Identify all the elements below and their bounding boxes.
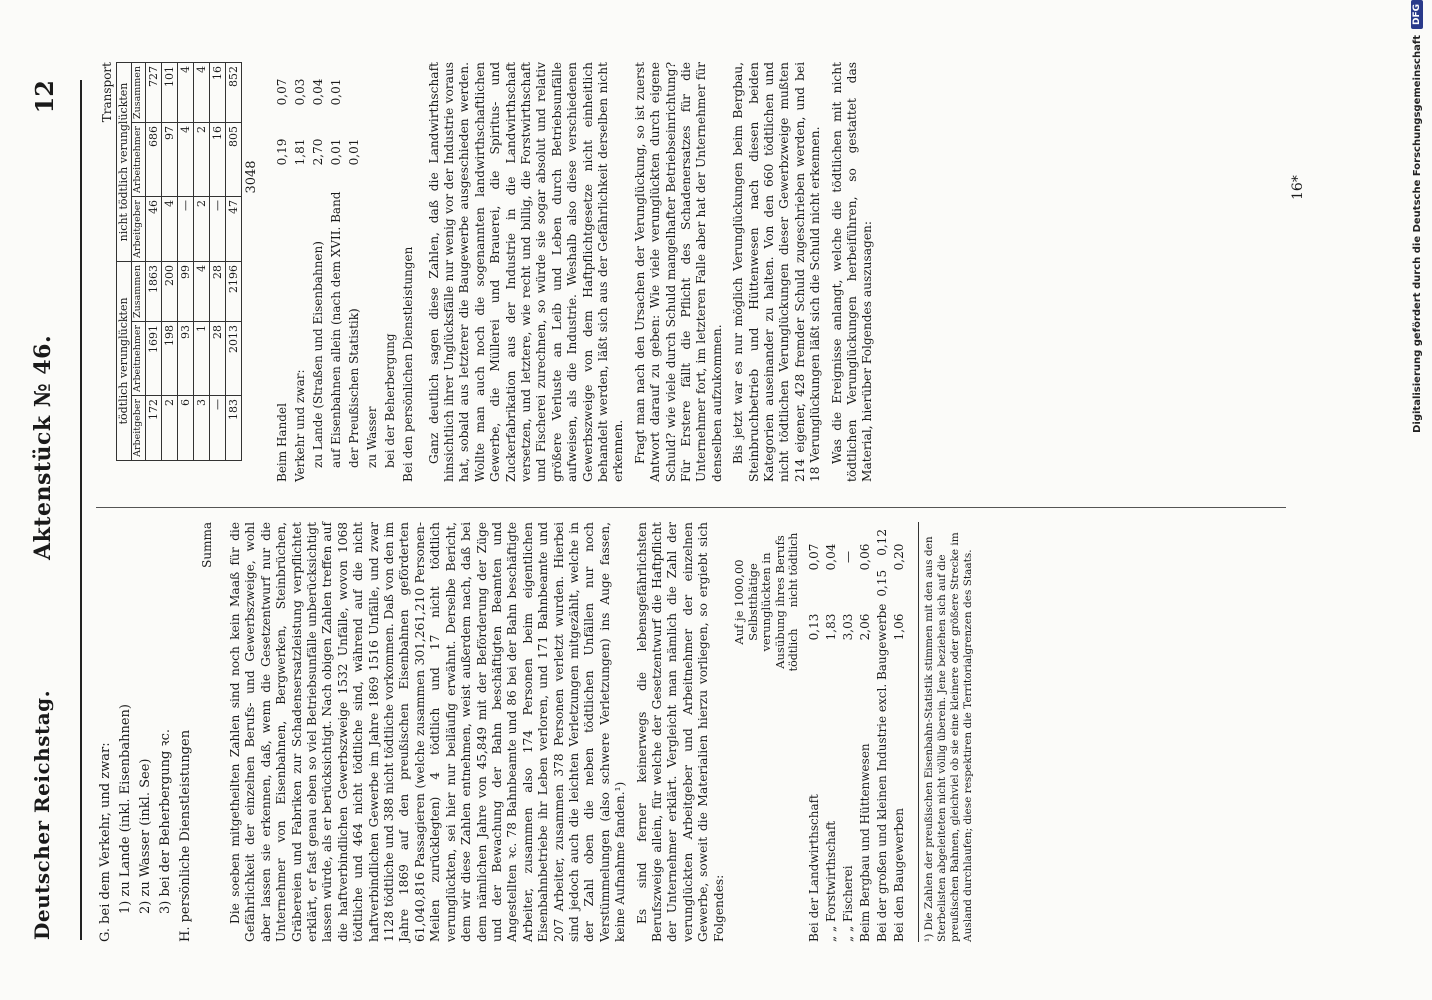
paragraph: Die soeben mitgetheilten Zahlen sind noch kein Maaß für die Gefährlichkeit der einzelnen Berufs- und Gewerbszweige, wohl aber lassen sie erkennen, daß, wenn die Gesetzentwurf nur die Unternehmer von Eisenbahnen, Bergwerken, Steinbrüchen, Gräbereien und Fabriken zur Schadensersatzleistung verpflichtet erklärt, er fast genau eben so viel Betriebsunfälle unberücksichtigt lassen würde, als er berücksichtigt. Nach obigen Zahlen treffen auf die haftverbindlichen Gewerbszweige 1532 Unfälle, wovon 1068 tödtliche und 464 nicht tödtliche sind, während auf die nicht haftverbindlichen Gewerbe im Jahre 1869 1516 Unfälle, und zwar 1128 tödtliche und 388 nicht tödtliche vorkommen. Daß von den im Jahre 1869 auf den preußischen Eisenbahnen geförderten 61,040,816 Passagieren (welche zusammen 301,261,210 Personen-Meilen zurücklegten) 4 tödtlich und 17 nicht tödtlich verunglückten, sei hier nur beiläufig erwähnt. Derselbe Bericht, dem wir diese Zahlen entnehmen, weist außerdem nach, daß bei dem nämlichen Jahre von 45,849 mit der Beförderung der Züge und der Bewachung der Bahn beschäftigten Beamten und Angestellten ꝛc. 78 Bahnbeamte und 86 bei der Bahn beschäftigte Arbeiter, zusammen also 174 Personen beim eigentlichen Eisenbahnbetriebe ihr Leben verloren, und 171 Bahnbeamte und 207 Arbeiter, zusammen 378 Personen verletzt wurden. Hierbei sind jedoch auch die leichten Verletzungen mitgezählt, welche in der Zahl oben die neben tödtlichen Unfällen nur noch Verstümmelungen (also schwere Verletzungen) ins Auge fassen, keine Aufnahme fanden.¹) [228, 522, 628, 942]
ratio-row [891, 522, 908, 942]
table-cell: 3 [193, 395, 209, 460]
header-rule [80, 80, 82, 940]
table-cell: 2 [193, 123, 209, 197]
table-cell: 1691 [145, 321, 161, 395]
left-column [96, 522, 975, 942]
section-item: Verkehr und zwar: [292, 369, 307, 482]
credit-text: Digitalisierung gefördert durch die Deutsche Forschungsgemeinschaft [1411, 35, 1423, 433]
ratio-header-block [733, 522, 800, 942]
table-cell: 172 [145, 395, 161, 460]
ratio-col-fatal: tödtlich [787, 628, 800, 672]
section-value-nonfatal: 0,03 [292, 78, 307, 106]
ratio-label: Bei der großen und kleinen Industrie excl. Baugewerbe [875, 603, 889, 942]
section-value-fatal: 2,70 [310, 138, 325, 166]
table-cell: 727 [145, 63, 161, 123]
table-cell: 101 [161, 63, 177, 123]
section-value-fatal: 0,01 [328, 138, 343, 166]
section-value-nonfatal: 0,04 [310, 78, 325, 106]
table-subheader-row [132, 63, 146, 461]
ratio-value-nonfatal: 0,06 [858, 543, 872, 571]
table-cell: 97 [161, 123, 177, 197]
table-cell: 686 [145, 123, 161, 197]
section-item: zu Wasser [364, 406, 379, 468]
table-cell: 200 [161, 261, 177, 321]
table-group-fatal: tödtlich verunglückten [117, 261, 132, 460]
table-cell: 46 [145, 197, 161, 262]
table-row [209, 63, 225, 461]
transport-label: Transport [100, 62, 114, 123]
table-cell: 28 [209, 321, 225, 395]
table-cell: 16 [209, 123, 225, 197]
table-subheader: Zusammen [132, 63, 146, 123]
table-cell: 2 [193, 197, 209, 262]
table-row [161, 63, 177, 461]
table-cell: 1863 [145, 261, 161, 321]
ratio-value-nonfatal: 0,20 [892, 543, 906, 571]
footnote: ¹) Die Zahlen der preußischen Eisenbahn-Statistik stimmen mit den aus den Sterbelisten abgeleiteten nicht völlig überein. Jene beziehen sich auf die preußischen Bahnen, gleichviel ob sie eine kleinere oder größere Strecke im Ausland durchlaufen; diese respektiren die Territorialgrenzen des Staats. [918, 522, 975, 942]
paragraph: Fragt man nach den Ursachen der Verunglückung, so ist zuerst Antwort darauf zu geben: Wie viele verunglückten durch eigene Schuld? wie viele durch Schuld mangelhafter Betriebseinrichtung? Für Erstere fällt die Pflicht des Schadenersatzes für die Unternehmer fort, im letzteren Falle aber hat der Unternehmer für denselben aufzukommen. [632, 62, 724, 482]
table-row [145, 63, 161, 461]
table-subheader: Arbeitgeber [132, 395, 146, 460]
table-cell: 805 [225, 123, 241, 197]
table-cell: 99 [177, 261, 193, 321]
page-header [18, 80, 74, 940]
right-body-text [427, 62, 876, 482]
table-cell: 6 [177, 395, 193, 460]
table-cell: 93 [177, 321, 193, 395]
summa-label: Summa [200, 522, 214, 568]
dfg-logo: DFG [1411, 0, 1423, 29]
table-cell: — [177, 197, 193, 262]
table-cell: 4 [177, 63, 193, 123]
table-row [225, 63, 241, 461]
section-item: bei der Beherbergung [382, 333, 397, 468]
table-cell: 852 [225, 63, 241, 123]
section-value-nonfatal: 0,07 [274, 78, 289, 106]
casualty-table [116, 62, 242, 461]
table-cell: 1 [193, 321, 209, 395]
paragraph: Bis jetzt war es nur möglich Verunglückungen beim Bergbau, Steinbruchbetrieb und Hüttenwesen nach diesen beiden Kategorien auseinander zu halten. Von den 660 tödtlichen und nicht tödtlichen Verunglückungen dieser Gewerbzweige mußten 214 eigener, 428 fremder Schuld zugeschrieben werden, und bei 18 Verunglückungen läßt sich die Schuld nicht erkennen. [731, 62, 823, 482]
ratio-row [823, 522, 840, 942]
ratio-value-nonfatal: 0,07 [807, 543, 821, 571]
paragraph: Ganz deutlich sagen diese Zahlen, daß die Landwirthschaft hinsichtlich ihrer Unglücksfälle nur wenig vor der Industrie voraus hat, sobald aus letzterer die Baugewerbe ausgeschieden werden. Wollte man auch noch die sogenannten landwirthschaftlichen Gewerbe, die Müllerei und Brauerei, die Spiritus- und Zuckerfabrikation aus der Industrie in die Landwirthschaft versetzen, und letztere, wie recht und billig, die Forstwirthschaft und Fischerei zurechnen, so würde sie sogar absolut und relativ größere Verluste an Leib und Leben durch Betriebsunfälle aufweisen, als die Industrie. Weshalb also diese verschiedenen Gewerbszweige von dem Haftpflichtgesetze nicht einheitlich behandelt werden, läßt sich aus der Gefährlichkeit derselben nicht erkennen. [426, 62, 626, 482]
ratio-value-fatal: 0,15 [875, 569, 889, 597]
table-cell: 28 [209, 261, 225, 321]
ratio-value-fatal: 3,03 [841, 613, 855, 641]
section-list [273, 62, 417, 482]
ratio-header: Auf je 1000,00 Selbstthätige verunglückten in Ausübung ihres Berufs [732, 535, 787, 669]
table-cell: 4 [193, 63, 209, 123]
publication-title: Deutscher Reichstag. [30, 689, 54, 940]
table-cell: 16 [209, 63, 225, 123]
table-cell: 2196 [225, 261, 241, 321]
table-cell: 198 [161, 321, 177, 395]
table-cell: 4 [161, 197, 177, 262]
table-subheader: Arbeitnehmer [132, 123, 146, 197]
ratio-value-fatal: 1,06 [892, 613, 906, 641]
section-value-fatal: 0,01 [346, 138, 361, 166]
ratio-label: „ „ Forstwirthschaft [824, 820, 838, 942]
table-cell: 183 [225, 395, 241, 460]
left-body-text [228, 522, 727, 942]
category-item: G. bei dem Verkehr, und zwar: [98, 742, 113, 942]
table-cell: 4 [177, 123, 193, 197]
ratio-label: Bei den Baugewerben [892, 807, 906, 942]
credit-strip [1406, 0, 1428, 1000]
section-item: Bei den persönlichen Dienstleistungen [400, 246, 415, 482]
ratio-value-fatal: 0,13 [807, 613, 821, 641]
ratio-value-nonfatal: — [841, 551, 855, 563]
grand-total: 3048 [243, 160, 259, 194]
category-item: 1) zu Lande (inkl. Eisenbahnen) [118, 704, 133, 914]
ratio-table [806, 522, 908, 942]
table-cell: 4 [193, 261, 209, 321]
section-value-fatal: 0,19 [274, 138, 289, 166]
signature-mark: 16* [1290, 175, 1306, 200]
table-cell: — [209, 197, 225, 262]
ratio-row [857, 522, 874, 942]
section-value-nonfatal: 0,01 [328, 78, 343, 106]
table-row [193, 63, 209, 461]
section-item: Beim Handel [274, 403, 289, 482]
section-item: auf Eisenbahnen allein (nach dem XVII. Band der Preußischen Statistik) [328, 191, 361, 468]
ratio-value-fatal: 1,83 [824, 613, 838, 641]
table-group-nonfatal: nicht tödtlich verunglückten [117, 63, 132, 262]
table-subheader: Zusammen [132, 261, 146, 321]
table-subheader: Arbeitnehmer [132, 321, 146, 395]
table-cell: 2 [161, 395, 177, 460]
ratio-row [840, 522, 857, 942]
table-cell: 47 [225, 197, 241, 262]
category-item: 2) zu Wasser (inkl. See) [138, 758, 153, 914]
paragraph: Was die Ereignisse anlangt, welche die tödtlichen mit nicht tödtlichen Verunglückungen herbeiführen, so gestattet das Material, hierüber Folgendes auszusagen: [829, 62, 875, 482]
ratio-row [806, 522, 823, 942]
page-number: 12 [30, 80, 59, 114]
document-number: Aktenstück № 46. [30, 334, 56, 560]
ratio-value-fatal: 2,06 [858, 613, 872, 641]
category-item: H. persönliche Dienstleistungen [178, 729, 193, 942]
section-item: zu Lande (Straßen und Eisenbahnen) [310, 241, 325, 468]
ratio-row [874, 522, 891, 942]
table-row [177, 63, 193, 461]
table-cell: 2013 [225, 321, 241, 395]
ratio-label: Bei der Landwirthschaft [807, 794, 821, 942]
category-item: 3) bei der Beherbergung ꝛc. [158, 729, 173, 914]
section-value-fatal: 1,81 [292, 138, 307, 166]
ratio-col-nonfatal: nicht tödtlich [787, 532, 800, 608]
table-cell: — [209, 395, 225, 460]
ratio-label: Beim Bergbau und Hüttenwesen [858, 743, 872, 942]
ratio-value-nonfatal: 0,04 [824, 543, 838, 571]
column-divider [96, 507, 1286, 508]
ratio-value-nonfatal: 0,12 [875, 529, 889, 556]
paragraph: Es sind ferner keinerwegs die lebensgefährlichsten Berufszweige allein, für welche der Gesetzentwurf die Haftpflicht der Unternehmer erklärt. Vergleicht man nämlich die Zahl der verunglückten Arbeitgeber und Arbeitnehmer der einzelnen Gewerbe, soweit die Materialien hierzu vorliegen, so ergiebt sich Folgendes: [634, 522, 726, 942]
right-column [96, 62, 882, 482]
ratio-label: „ „ Fischerei [841, 865, 855, 942]
category-list [96, 522, 196, 942]
table-subheader: Arbeitgeber [132, 197, 146, 262]
